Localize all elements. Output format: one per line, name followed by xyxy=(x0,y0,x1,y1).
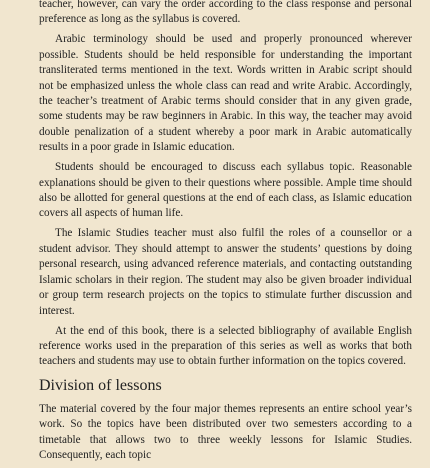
paragraph-continued: teacher, however, can vary the order according to the class response and personal preference as long as the syllabus is covered. xyxy=(39,0,412,26)
section-heading: Division of lessons xyxy=(39,376,162,394)
paragraph-bibliography: At the end of this book, there is a selected bibliography of available English reference works used in the preparation of this series as well as works that both teachers and students may use to obtain further information on the topics covered. xyxy=(39,324,412,368)
paragraph-arabic-terminology: Arabic terminology should be used and properly pronounced wherever possible. Students should be held responsible for understanding the important transliterated terms mentioned in the text. Words written in Arabic script should not be emphasized unless the whole class can read and write Arabic. Accordingly, the teacher’s treatment of Arabic terms should consider that in any given grade, some students may be raw beginners in Arabic. In this way, the teacher may avoid double penalization of a student whereby a poor mark in Arabic automatically results in a poor grade in Islamic education. xyxy=(39,33,412,154)
paragraph-division: The material covered by the four major themes represents an entire school year’s work. So the topics have been distributed over two semesters according to a timetable that allows two to three weekly lessons for Islamic Studies. Consequently, each topic xyxy=(39,402,412,461)
body-text xyxy=(39,0,412,468)
paragraph-counsellor-role: The Islamic Studies teacher must also fulfil the roles of a counsellor or a student advisor. They should attempt to answer the students’ questions by doing personal research, using advanced reference materials, and contacting outstanding Islamic scholars in their region. The student may also be given broader individual or group term research projects on the topics to stimulate further discussion and interest. xyxy=(39,227,412,317)
paragraph-discussion: Students should be encouraged to discuss each syllabus topic. Reasonable explanations should be given to their questions where possible. Ample time should also be allotted for general questions at the end of each class, as Islamic education covers all aspects of human life. xyxy=(39,161,412,220)
